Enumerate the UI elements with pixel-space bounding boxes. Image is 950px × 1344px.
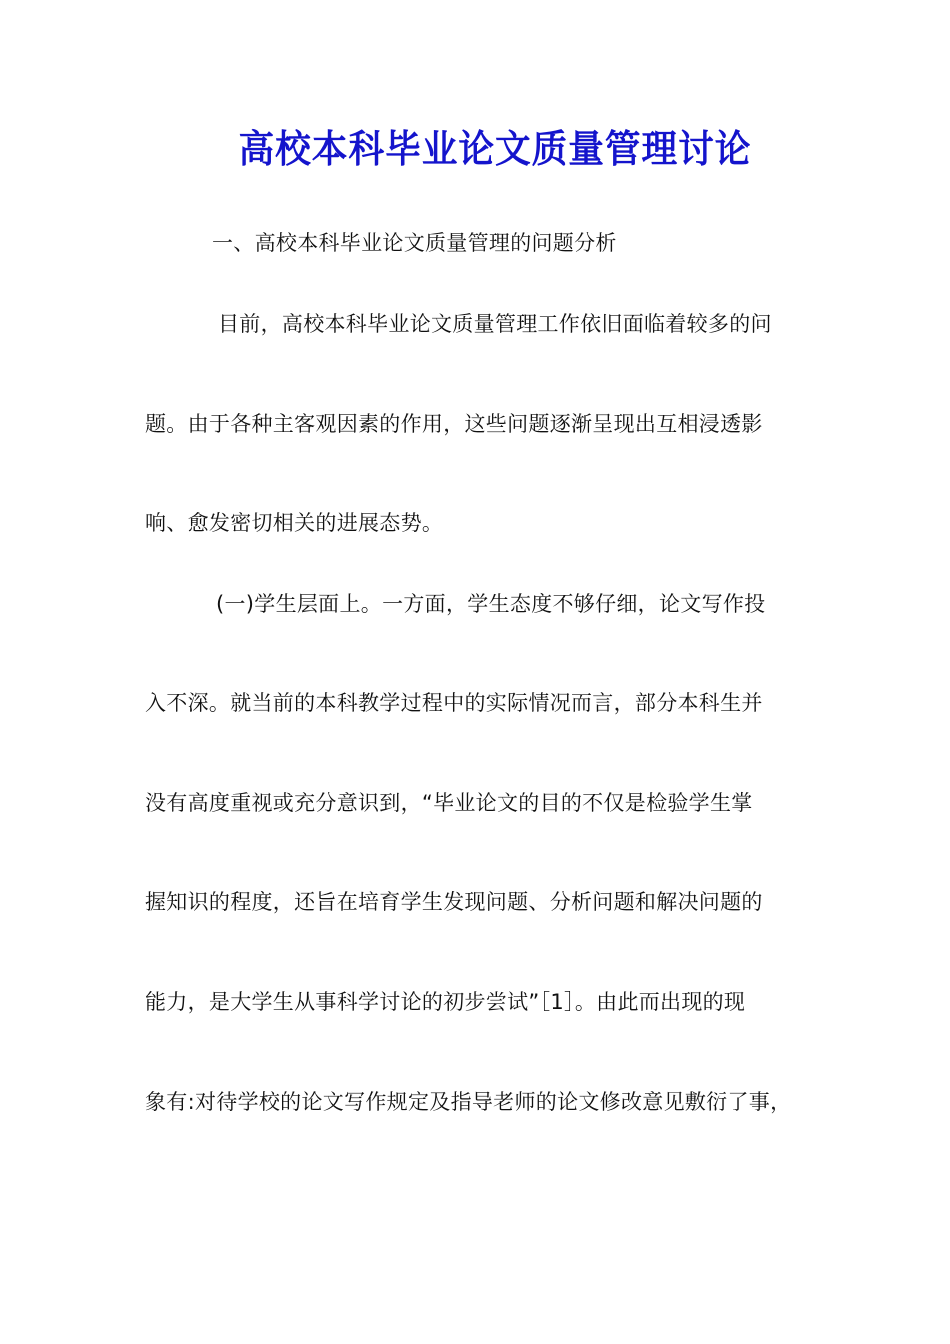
paragraph-line: 握知识的程度，还旨在培育学生发现问题、分析问题和解决问题的	[145, 890, 763, 914]
section-heading: 一、高校本科毕业论文质量管理的问题分析	[212, 231, 617, 255]
paragraph-line: 象有:对待学校的论文写作规定及指导老师的论文修改意见敷衍了事，	[145, 1090, 792, 1114]
paragraph-line: 目前，高校本科毕业论文质量管理工作依旧面临着较多的问	[218, 312, 772, 336]
paragraph-line: 入不深。就当前的本科教学过程中的实际情况而言，部分本科生并	[145, 691, 763, 715]
paragraph-line: (一)学生层面上。一方面，学生态度不够仔细，论文写作投	[216, 592, 766, 616]
paragraph-line: 响、愈发密切相关的进展态势。	[145, 511, 444, 535]
paragraph-line: 能力，是大学生从事科学讨论的初步尝试”［1］。由此而出现的现	[145, 990, 746, 1014]
document-title: 高校本科毕业论文质量管理讨论	[238, 126, 752, 171]
paragraph-line: 没有高度重视或充分意识到，“毕业论文的目的不仅是检验学生掌	[145, 791, 753, 815]
paragraph-line: 题。由于各种主客观因素的作用，这些问题逐渐呈现出互相浸透影	[145, 412, 763, 436]
